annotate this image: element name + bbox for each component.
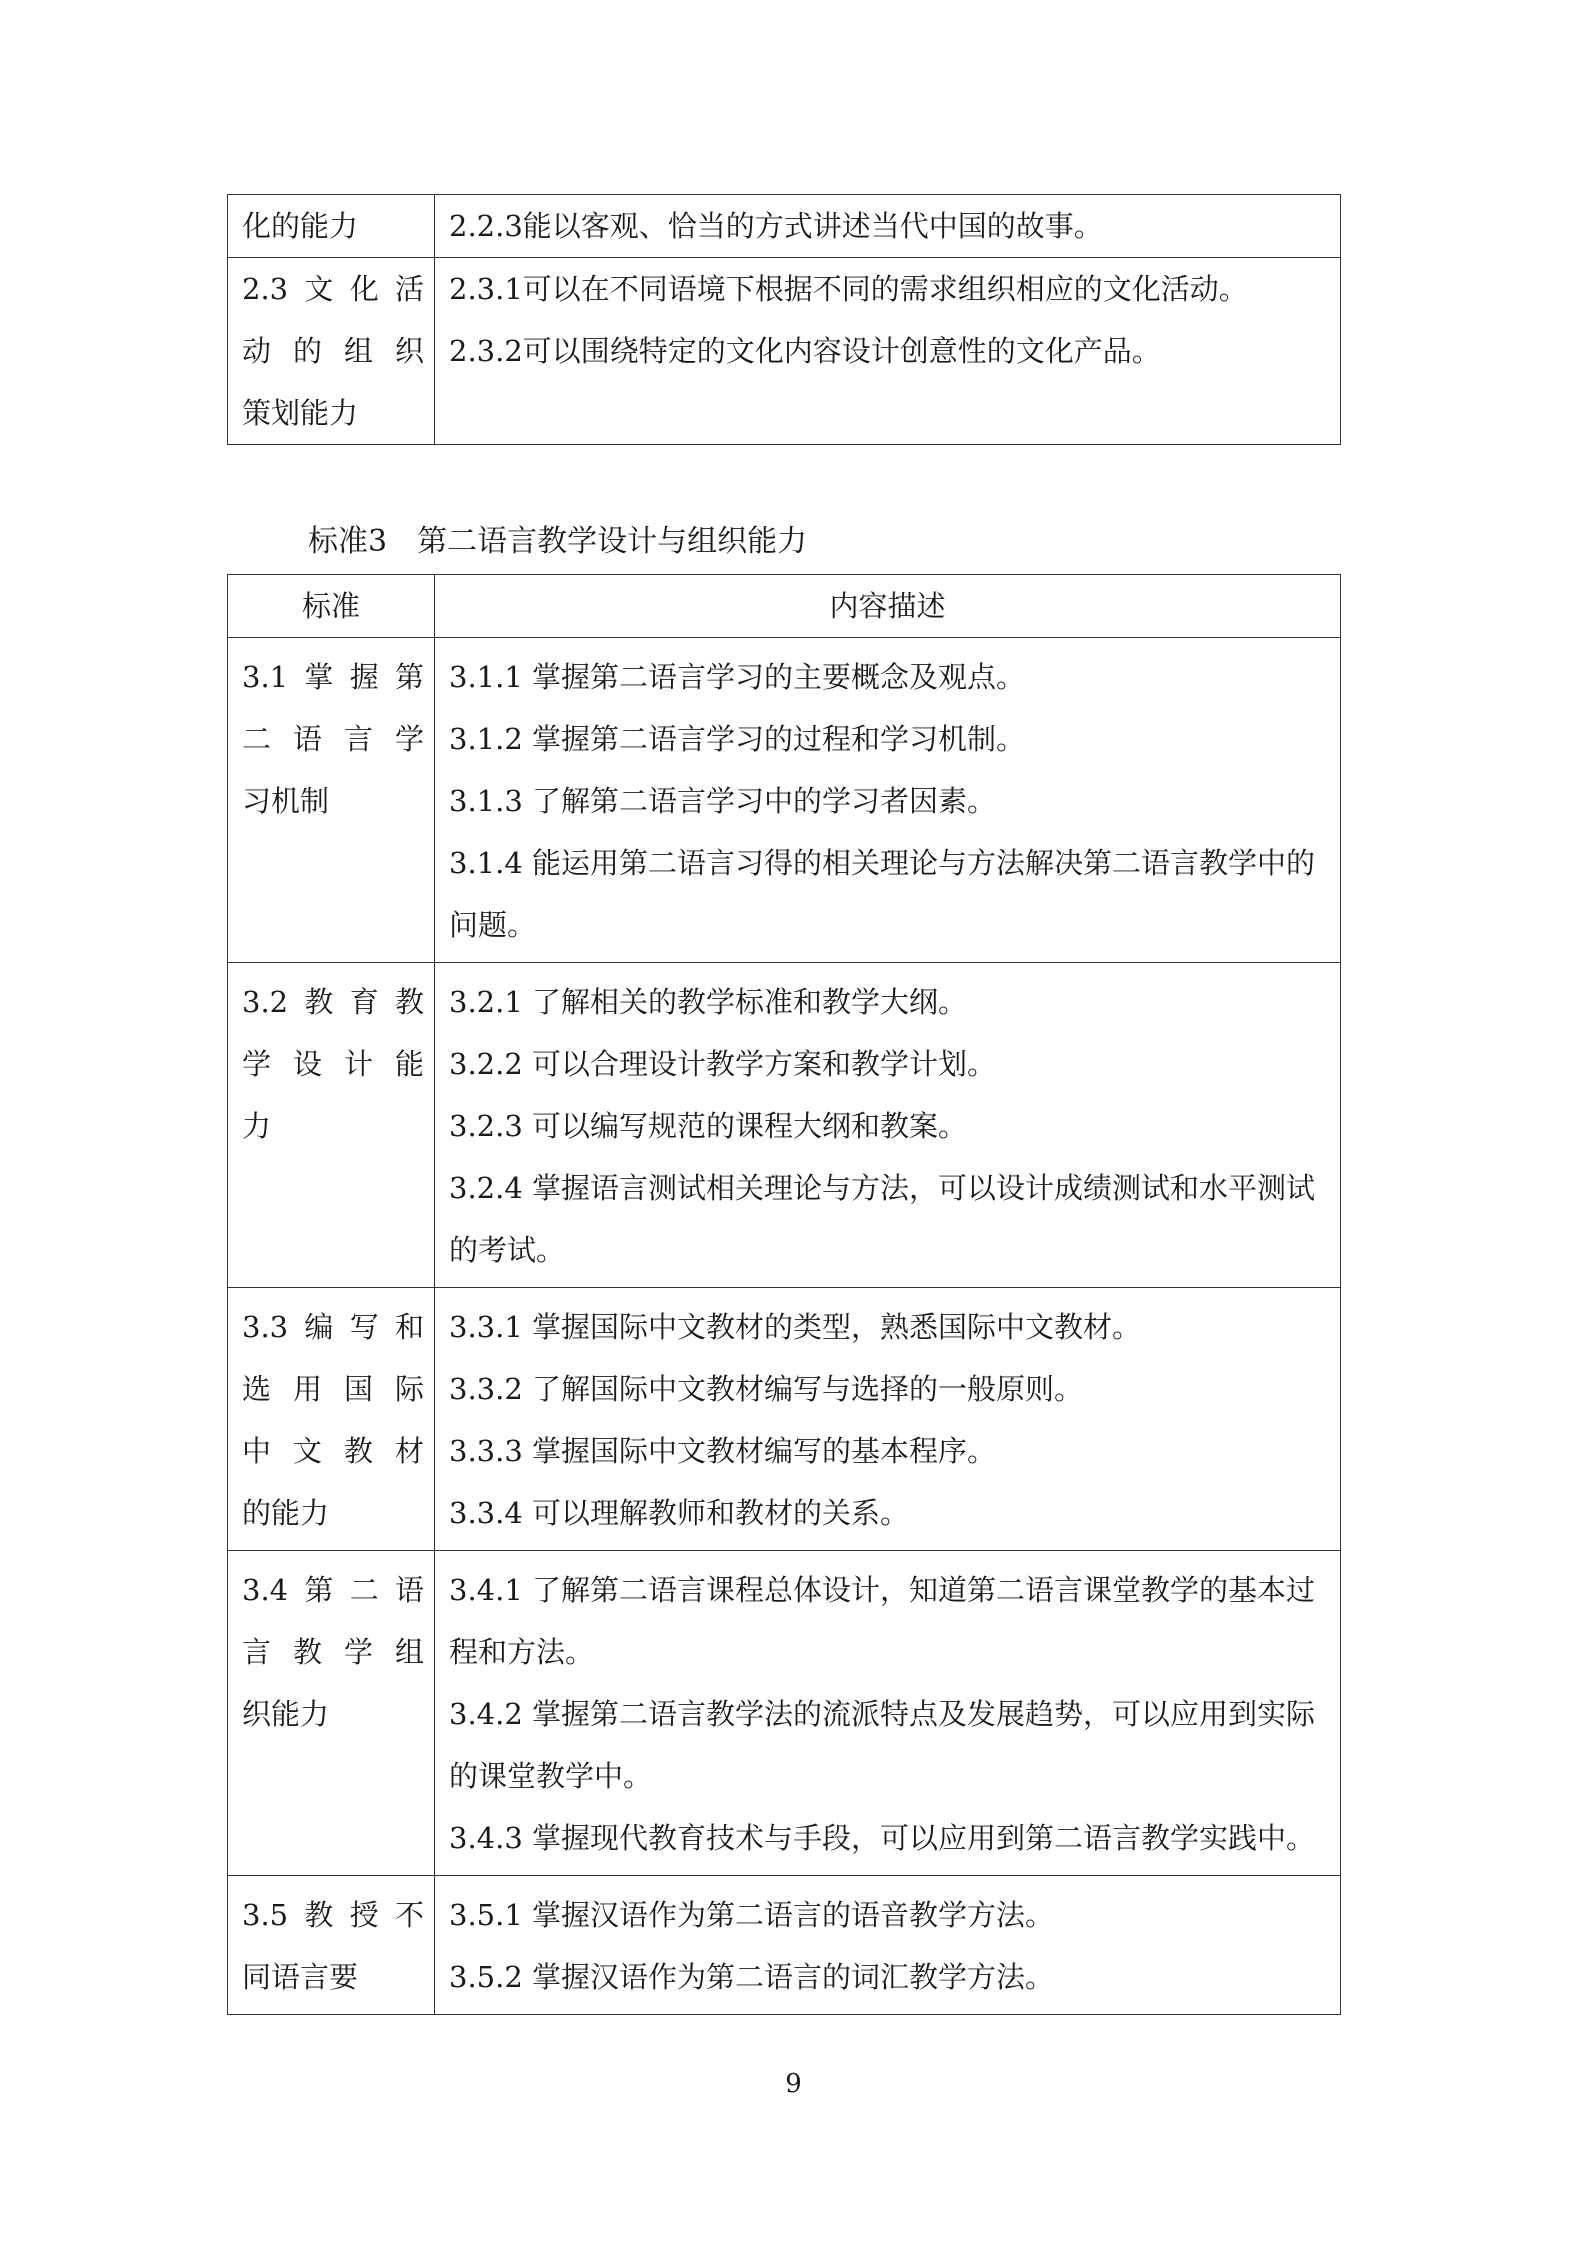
description-item: 3.2.2 可以合理设计教学方案和教学计划。 — [449, 1047, 997, 1081]
standard-name-line: 3.3编写和 — [242, 1310, 424, 1344]
description-item: 2.2.3能以客观、恰当的方式讲述当代中国的故事。 — [449, 209, 1103, 243]
description-item: 2.3.1可以在不同语境下根据不同的需求组织相应的文化活动。 — [449, 272, 1248, 306]
description-item: 2.3.2可以围绕特定的文化内容设计创意性的文化产品。 — [449, 334, 1161, 368]
table-row — [228, 1288, 1341, 1551]
description-item: 3.2.4 掌握语言测试相关理论与方法，可以设计成绩测试和水平测试的考试。 — [449, 1171, 1316, 1267]
section-3-title: 标准3 第二语言教学设计与组织能力 — [308, 524, 808, 559]
standard-cell — [228, 1876, 435, 2015]
header-description: 内容描述 — [435, 575, 1341, 638]
description-cell — [435, 1876, 1341, 2015]
table-row — [228, 963, 1341, 1288]
description-cell — [435, 638, 1341, 963]
standard-name-line: 化的能力 — [242, 209, 359, 243]
table-row — [228, 1876, 1341, 2015]
standard-3-table — [227, 574, 1341, 2015]
standard-name-line: 二语言学 — [242, 722, 424, 756]
header-standard: 标准 — [228, 575, 435, 638]
standard-name-line: 言教学组 — [242, 1635, 424, 1669]
description-item: 3.4.1 了解第二语言课程总体设计，知道第二语言课堂教学的基本过程和方法。 — [449, 1573, 1316, 1669]
description-cell — [435, 963, 1341, 1288]
table-row — [228, 258, 1341, 445]
description-item: 3.5.2 掌握汉语作为第二语言的词汇教学方法。 — [449, 1960, 1055, 1994]
standard-cell — [228, 258, 435, 445]
table-row — [228, 638, 1341, 963]
page-number: 9 — [785, 2069, 802, 2099]
description-cell — [435, 195, 1341, 258]
table-row — [228, 195, 1341, 258]
description-cell — [435, 1551, 1341, 1876]
standard-name-line: 策划能力 — [242, 396, 359, 430]
standard-name-line: 动的组织 — [242, 334, 424, 368]
description-item: 3.5.1 掌握汉语作为第二语言的语音教学方法。 — [449, 1898, 1055, 1932]
standard-name-line: 3.4第二语 — [242, 1573, 424, 1607]
table-row — [228, 1551, 1341, 1876]
description-item: 3.3.2 了解国际中文教材编写与选择的一般原则。 — [449, 1372, 1084, 1406]
standard-cell — [228, 638, 435, 963]
standard-name-line: 力 — [242, 1109, 272, 1143]
table2-body — [228, 638, 1341, 2015]
standard-name-line: 选用国际 — [242, 1372, 424, 1406]
description-cell — [435, 258, 1341, 445]
standard-name-line: 织能力 — [242, 1697, 330, 1731]
standard-name-line: 3.1掌握第 — [242, 660, 424, 694]
description-item: 3.4.3 掌握现代教育技术与手段，可以应用到第二语言教学实践中。 — [449, 1821, 1316, 1855]
standard-cell — [228, 195, 435, 258]
description-item: 3.1.2 掌握第二语言学习的过程和学习机制。 — [449, 722, 1026, 756]
standard-name-line: 的能力 — [242, 1496, 330, 1530]
description-item: 3.2.1 了解相关的教学标准和教学大纲。 — [449, 985, 968, 1019]
standard-name-line: 中文教材 — [242, 1434, 424, 1468]
description-item: 3.1.3 了解第二语言学习中的学习者因素。 — [449, 784, 997, 818]
standard-name-line: 同语言要 — [242, 1960, 359, 1994]
standard-cell — [228, 963, 435, 1288]
standard-name-line: 学设计能 — [242, 1047, 424, 1081]
standard-name-line: 习机制 — [242, 784, 330, 818]
standard-cell — [228, 1551, 435, 1876]
description-item: 3.3.3 掌握国际中文教材编写的基本程序。 — [449, 1434, 997, 1468]
description-item: 3.3.1 掌握国际中文教材的类型，熟悉国际中文教材。 — [449, 1310, 1142, 1344]
standard-name-line: 3.5教授不 — [242, 1898, 424, 1932]
description-item: 3.2.3 可以编写规范的课程大纲和教案。 — [449, 1109, 968, 1143]
table1-body — [228, 195, 1341, 445]
standards-table-continued — [227, 194, 1341, 445]
description-item: 3.1.4 能运用第二语言习得的相关理论与方法解决第二语言教学中的问题。 — [449, 846, 1316, 942]
description-item: 3.1.1 掌握第二语言学习的主要概念及观点。 — [449, 660, 1026, 694]
description-item: 3.4.2 掌握第二语言教学法的流派特点及发展趋势，可以应用到实际的课堂教学中。 — [449, 1697, 1316, 1793]
table-header-row — [228, 575, 1341, 638]
standard-cell — [228, 1288, 435, 1551]
standard-name-line: 2.3文化活 — [242, 272, 424, 306]
description-cell — [435, 1288, 1341, 1551]
standard-name-line: 3.2教育教 — [242, 985, 424, 1019]
description-item: 3.3.4 可以理解教师和教材的关系。 — [449, 1496, 910, 1530]
